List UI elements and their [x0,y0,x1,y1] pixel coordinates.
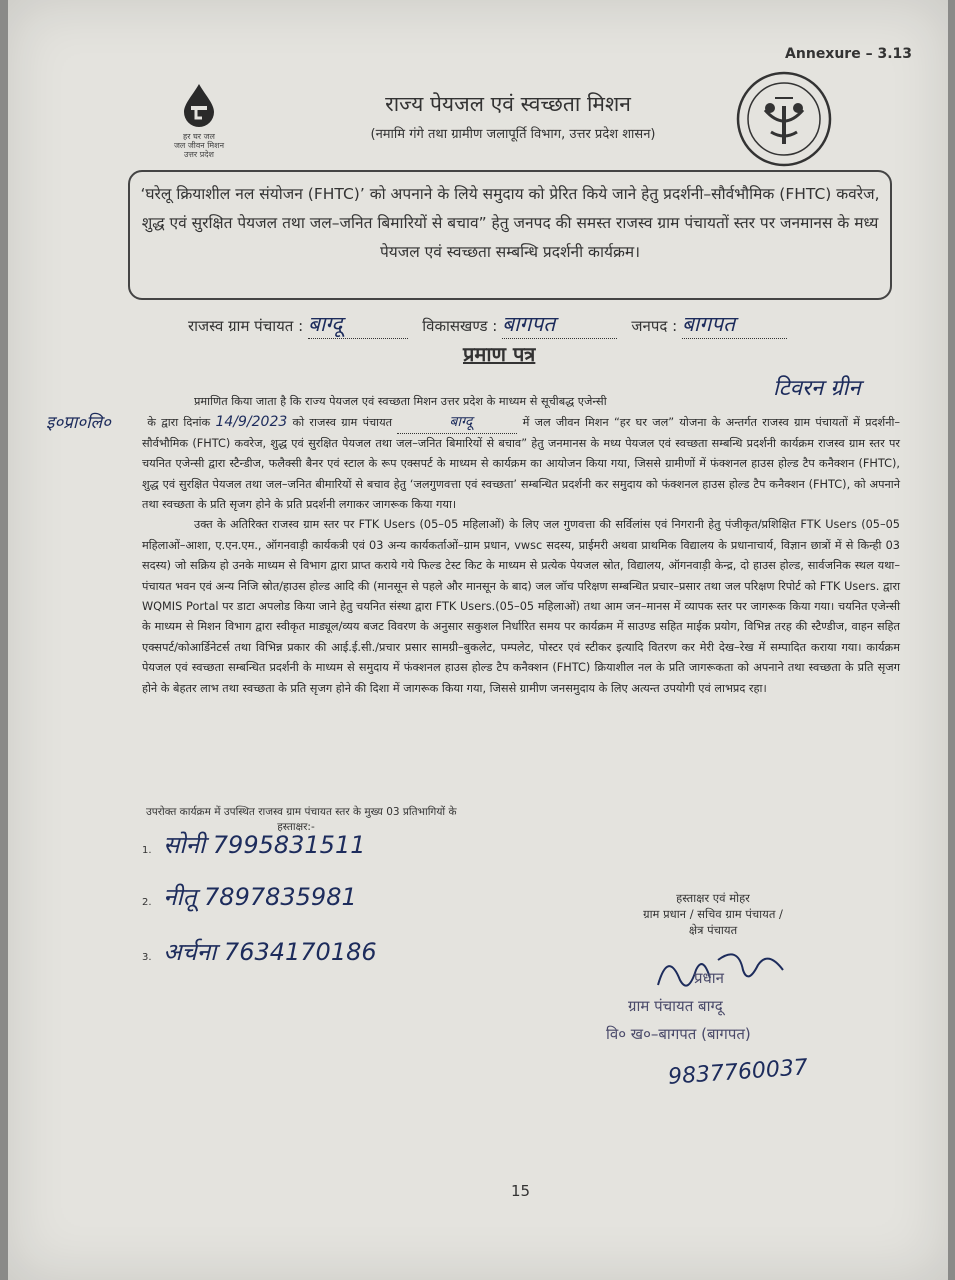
logo-text-2: जल जीवन मिशन [173,141,225,150]
page-subtitle: (नमामि गंगे तथा ग्रामीण जलापूर्ति विभाग, उत्तर प्रदेश शासन) [370,127,656,142]
participant-signature-1 [142,828,366,861]
logo-text-3: उत्तर प्रदेश [184,150,214,159]
participant-number: 1. [142,845,152,856]
participant-signature-2 [142,880,357,913]
annexure-label: Annexure – 3.13 [785,46,912,62]
program-description-box [128,170,892,300]
district-value: बागपत [682,310,787,339]
stamp-block-district: वि० ख०–बागपत (बागपत) [606,1025,751,1043]
program-description-text: ‘घरेलू क्रियाशील नल संयोजन (FHTC)’ को अपनाने के लिये समुदाय को प्रेरित किये जाने हेतु प्रदर्शनी–सौर्वभौमिक (FHTC) कवरेज, शुद्ध एवं सुरक्षित पेयजल तथा जल–जनित बिमारियों से बचाव” हेतु जनपद की समस्त राजस्व ग्राम पंचायतों स्तर पर जनमानस के मध्य पेयजल एवं स्वच्छता सम्बन्धि प्रदर्शनी कार्यक्रम। [140,185,880,261]
block-label: विकासखण्ड : [422,317,498,335]
gram-panchayat-label: राजस्व ग्राम पंचायत : [188,317,304,335]
page-title: राज्य पेयजल एवं स्वच्छता मिशन [385,92,631,116]
district-label: जनपद : [631,317,678,335]
agency-name-handwritten: टिवरन ग्रीन [773,376,861,401]
village-handwritten: बाग्दू [397,412,517,433]
stamp-designation: प्रधान [694,969,724,987]
sign-label-2: ग्राम प्रधान / सचिव ग्राम पंचायत / [643,907,783,921]
participant-number: 2. [142,897,152,908]
certificate-heading: प्रमाण पत्र [463,342,536,366]
sign-label-3: क्षेत्र पंचायत [688,923,738,937]
paragraph-2: उक्त के अतिरिक्त राजस्व ग्राम स्तर पर FTK Users (05–05 महिलाओं) के लिए जल गुणवत्ता की सर्विलांस एवं निगरानी हेतु पंजीकृत/प्रशिक्षित FTK Users (05–05 महिलाओं–आशा, ए.एन.एम., ऑगनवाड़ी कार्यकत्री एवं 03 अन्य कार्यकर्ताओं–ग्राम प्रधान, vwsc सदस्य, प्राईमरी अथवा प्राथमिक विद्यालय के प्रधानाचार्य, विज्ञान छात्रों में से किन्ही 03 सदस्य) जो सक्रिय हो उनके माध्यम से विभाग द्वारा प्राप्त कराये गये फिल्ड टेस्ट किट के माध्यम से प्रत्येक पेयजल स्रोत, विद्यालय, ऑगनवाड़ी केन्द्र, दो हाउस होल्ड, सार्वजनिक स्थल यथा–पंचायत भवन एवं अन्य निजि स्रोत/हाउस होल्ड आदि की (मानसून से पहले और मानसून के बाद) जल जॉच परिक्षण सम्बन्धित प्रचार–प्रसार तथा जल परिक्षण रिपोर्ट को FTK Users. द्वारा WQMIS Portal पर डाटा अपलोड किया जाने हेतु चयनित संस्था द्वारा FTK Users.(05–05 महिलाओं) तथा आम जन–मानस में व्यापक स्तर पर जागरूक किया गया। चयनित एजेन्सी के माध्यम से मिशन विभाग द्वारा स्वीकृत माड्यूल/व्यय बजट विवरण के अनुसार सकुशल निर्धारित समय पर कार्यक्रम में साउण्ड सहित माईक प्रयोग, विभिन्न तरह की स्टैण्डीज, वाहन सहित एक्सपर्ट/कोआर्डिनेटर्स तथा विभिन्न प्रकार की आई.ई.सी./प्रचार प्रसार सामग्री–बुकलेट, पम्पलेट, पोस्टर एवं स्टीकर इत्यादि वितरण कर मेरी देख–रेख में सम्पादित कराया गया। कार्यक्रम पेयजल एवं स्वच्छता सम्बन्धित प्रदर्शनी के माध्यम से समुदाय में फंक्शनल हाउस होल्ड टैप कनैक्शन (FHTC) क्रियाशील नल के प्रति जागरूकता को अपनाने तथा स्वच्छता के प्रति सृजग होने के बेहतर लाभ तथा स्वच्छता के प्रति सृजग होने की दिशा में जागरूक किया गया, जिससे ग्रामीण जनसमुदाय के लिए अत्यन्त उपयोगी एवं लाभप्रद रहा। [142,518,900,695]
para1-part-c: को राजस्व ग्राम पंचायत [292,416,393,430]
page-number: 15 [511,1182,531,1200]
certificate-body [142,392,900,699]
para1-part-b: के द्वारा दिनांक [147,416,211,430]
sign-label-1: हस्ताक्षर एवं मोहर [676,891,750,905]
participant-number: 3. [142,952,152,963]
paragraph-1 [142,392,900,515]
logo-text-1: हर घर जल [183,132,215,141]
up-government-emblem-icon [735,70,833,168]
gram-panchayat-value: बाग्दू [308,310,408,339]
margin-note-handwritten: इ०प्रा०लि० [46,413,111,433]
para1-part-a: प्रमाणित किया जाता है कि राज्य पेयजल एवं स्वच्छता मिशन उत्तर प्रदेश के माध्यम से सूचीबद्ध एजेन्सी [194,395,607,408]
participant-signature: नीतू 7897835981 [163,883,357,911]
certificate-page [8,0,948,1280]
official-signature-block [608,890,818,938]
date-handwritten: 14/9/2023 [215,414,288,431]
block-value: बागपत [502,310,617,339]
signatures-intro-text: उपरोक्त कार्यक्रम में उपस्थित राजस्व ग्राम पंचायत स्तर के मुख्य 03 प्रतिभागियों के [146,806,457,818]
para1-part-d: में जल जीवन मिशन “हर घर जल” योजना के अन्तर्गत राजस्व ग्राम पंचायतों में प्रदर्शनी–सौर्वभौमिक (FHTC) कवरेज, शुद्ध एवं सुरक्षित पेयजल तथा जल–जनित बिमारियों से बचाव” हेतु जनमानस के मध्य पेयजल एवं स्वच्छता सम्बन्धि प्रदर्शनी कार्यक्रम राजस्व ग्राम स्तर पर चयनित एजेन्सी द्वारा स्टैन्डीज, फलैक्सी बैनर एवं स्टाल के रूप एक्सपर्ट के माध्यम से कार्यक्रम का आयोजन किया गया, जिससे ग्रामीणों में फंक्शनल हाउस होल्ड टैप कनैक्शन (FHTC), शुद्ध एवं सुरक्षित पेयजल तथा जल–जनित बीमारियों से बचाव हेतु ‘जलगुणवत्ता एवं स्वच्छता’ सम्बन्धित प्रदर्शनी कर समुदाय को फंक्शनल हाउस होल्ड टैप कनैक्शन (FHTC), को अपनाने तथा स्वच्छता के प्रति सृजग होने के प्रति प्रदर्शनी लगाकर जागरूक किया गया। [142,416,901,512]
stamp-gram-panchayat: ग्राम पंचायत बाग्दू [628,997,723,1015]
location-line [188,310,787,339]
pradhan-phone-handwritten: 9837760037 [667,1055,809,1090]
participant-signature-3 [142,935,377,968]
participant-signature: सोनी 7995831511 [163,831,366,859]
participant-signature: अर्चना 7634170186 [163,938,377,966]
signatures-label: हस्ताक्षर:- [277,821,315,833]
